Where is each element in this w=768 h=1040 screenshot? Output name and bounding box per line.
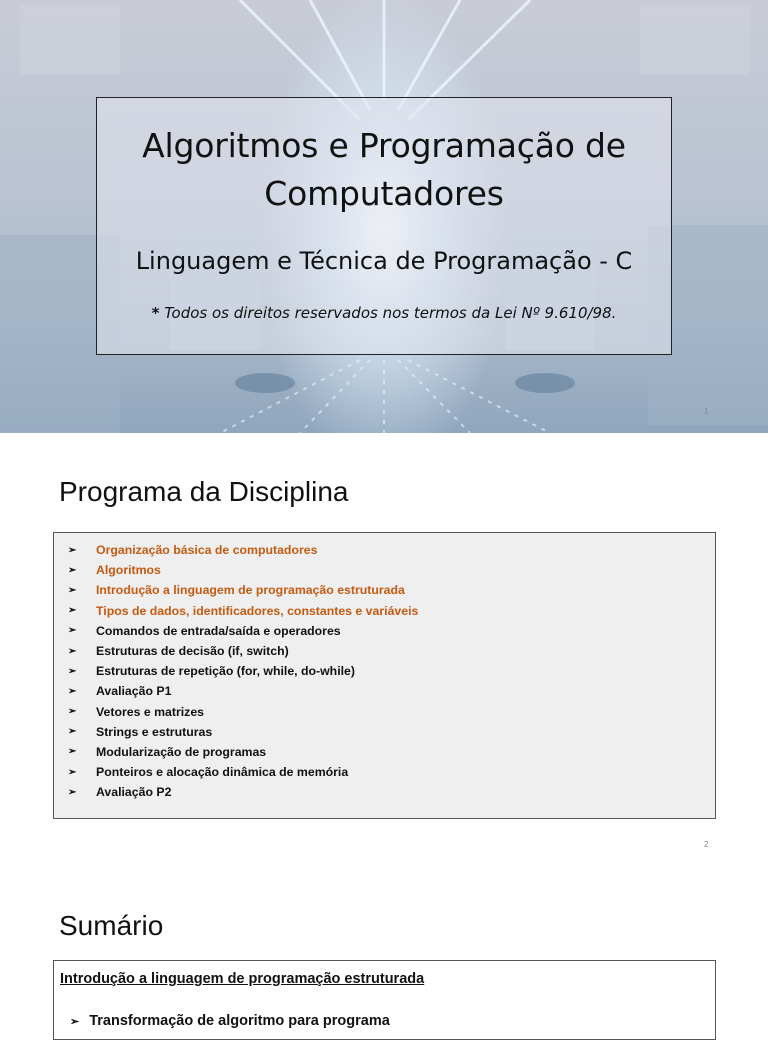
syllabus-item bbox=[68, 540, 715, 560]
note-asterisk: * bbox=[151, 304, 160, 322]
syllabus-list bbox=[68, 540, 715, 802]
syllabus-item-label: Ponteiros e alocação dinâmica de memória bbox=[96, 765, 349, 780]
arrowhead-bullet-icon: ➢ bbox=[68, 685, 77, 697]
title-slide bbox=[0, 0, 768, 433]
arrowhead-bullet-icon: ➢ bbox=[68, 564, 77, 576]
syllabus-item-label: Avaliação P2 bbox=[96, 785, 172, 800]
syllabus-item bbox=[68, 661, 715, 681]
arrowhead-bullet-icon: ➢ bbox=[68, 584, 77, 596]
summary-item-label: Transformação de algoritmo para programa bbox=[89, 1013, 390, 1029]
arrowhead-bullet-icon: ➢ bbox=[68, 544, 77, 556]
syllabus-item-label: Algoritmos bbox=[96, 563, 161, 578]
syllabus-item bbox=[68, 742, 715, 762]
syllabus-item bbox=[68, 621, 715, 641]
page-number-2: 2 bbox=[704, 840, 709, 849]
syllabus-item bbox=[68, 560, 715, 580]
syllabus-item bbox=[68, 681, 715, 701]
summary-box bbox=[53, 960, 716, 1040]
syllabus-item bbox=[68, 722, 715, 742]
arrowhead-bullet-icon: ➢ bbox=[68, 605, 77, 617]
syllabus-item bbox=[68, 601, 715, 621]
syllabus-item-label: Comandos de entrada/saída e operadores bbox=[96, 623, 341, 638]
syllabus-item bbox=[68, 580, 715, 600]
arrowhead-bullet-icon: ➢ bbox=[68, 645, 77, 657]
copyright-note bbox=[97, 304, 671, 322]
arrowhead-bullet-icon: ➢ bbox=[68, 726, 77, 738]
arrowhead-bullet-icon: ➢ bbox=[68, 706, 77, 718]
title-box bbox=[96, 97, 672, 355]
syllabus-item-label: Tipos de dados, identificadores, constantes e variáveis bbox=[96, 603, 419, 618]
summary-title: Sumário bbox=[59, 910, 164, 941]
syllabus-item-label: Avaliação P1 bbox=[96, 684, 172, 699]
arrowhead-bullet-icon: ➢ bbox=[68, 665, 77, 677]
summary-item bbox=[70, 1013, 390, 1029]
arrowhead-bullet-icon: ➢ bbox=[70, 1016, 80, 1028]
arrowhead-bullet-icon: ➢ bbox=[68, 625, 77, 637]
presentation-subtitle: Linguagem e Técnica de Programação - C bbox=[135, 247, 633, 275]
summary-heading: Introdução a linguagem de programação estruturada bbox=[60, 971, 425, 987]
syllabus-item bbox=[68, 641, 715, 661]
syllabus-item bbox=[68, 782, 715, 802]
arrowhead-bullet-icon: ➢ bbox=[68, 766, 77, 778]
syllabus-item-label: Strings e estruturas bbox=[96, 724, 213, 739]
syllabus-item bbox=[68, 702, 715, 722]
syllabus-item-label: Introdução a linguagem de programação estruturada bbox=[96, 583, 405, 598]
arrowhead-bullet-icon: ➢ bbox=[68, 786, 77, 798]
syllabus-item-label: Organização básica de computadores bbox=[96, 543, 318, 558]
syllabus-item-label: Vetores e matrizes bbox=[96, 704, 204, 719]
syllabus-title: Programa da Disciplina bbox=[59, 476, 349, 507]
presentation-title: Algoritmos e Programação de Computadores bbox=[142, 126, 626, 213]
syllabus-item-label: Modularização de programas bbox=[96, 744, 267, 759]
syllabus-box bbox=[53, 532, 716, 819]
syllabus-item-label: Estruturas de repetição (for, while, do-while) bbox=[96, 664, 355, 679]
syllabus-item bbox=[68, 762, 715, 782]
page-number-1: 1 bbox=[704, 407, 709, 416]
note-text: Todos os direitos reservados nos termos da Lei Nº 9.610/98. bbox=[164, 304, 617, 322]
syllabus-item-label: Estruturas de decisão (if, switch) bbox=[96, 644, 289, 659]
arrowhead-bullet-icon: ➢ bbox=[68, 746, 77, 758]
